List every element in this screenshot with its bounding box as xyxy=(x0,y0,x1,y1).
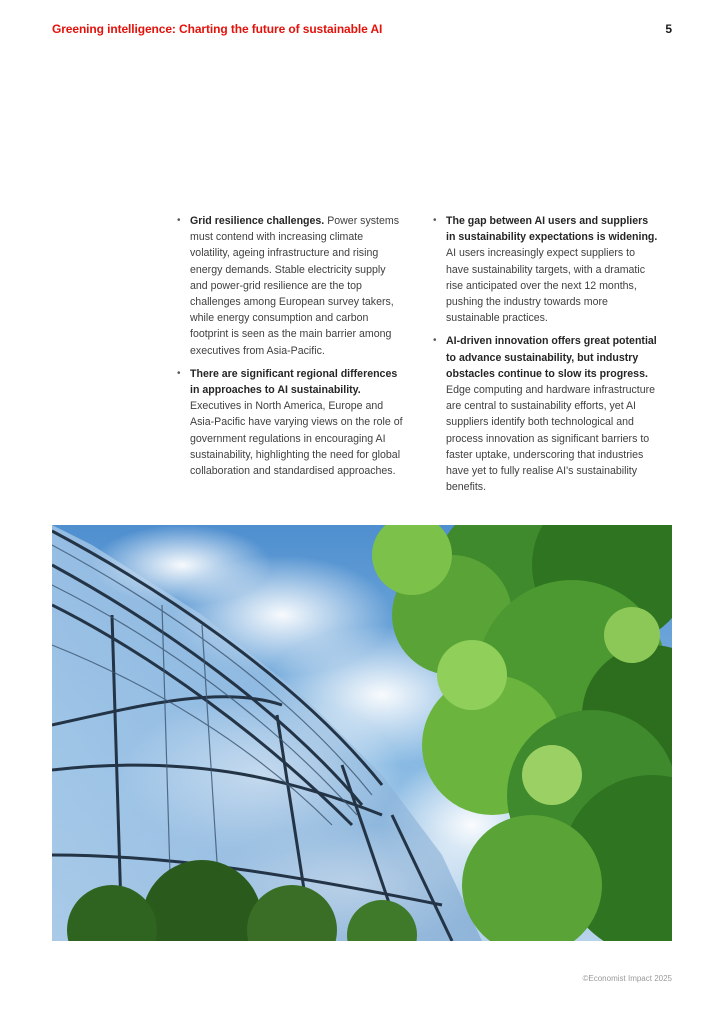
bullet-item xyxy=(176,366,404,479)
bullet-dot-icon: • xyxy=(177,367,181,379)
bullet-item xyxy=(176,213,404,359)
bullet-item xyxy=(432,213,660,326)
right-column xyxy=(432,213,660,502)
page-number: 5 xyxy=(665,22,672,36)
bullet-dot-icon: • xyxy=(433,335,437,347)
footer-copyright: ©Economist Impact 2025 xyxy=(582,974,672,983)
bullet-text: Edge computing and hardware infrastructure are central to sustainability efforts, yet AI suppliers identify both technological and process innovation as significant barriers to faster uptake, underscoring that industries have yet to fully realise AI's sustainability benefits. xyxy=(446,384,656,494)
bullet-lead: There are significant regional differences in approaches to AI sustainability. xyxy=(190,367,398,397)
bullet-dot-icon: • xyxy=(433,215,437,226)
bullet-lead: The gap between AI users and suppliers in sustainability expectations is widening. xyxy=(446,215,658,244)
bullet-dot-icon: • xyxy=(177,215,181,226)
bullet-text: AI users increasingly expect suppliers to have sustainability targets, with a dramatic rise anticipated over the next 12 months, pushing the industry towards more sustainable practices. xyxy=(446,247,646,325)
building-and-trees-photo xyxy=(52,525,672,941)
bullet-lead: AI-driven innovation offers great potential to advance sustainability, but industry obstacles continue to slow its progress. xyxy=(446,335,657,380)
bullet-text: Power systems must contend with increasing climate volatility, ageing infrastructure and rising energy demands. Stable electricity supply and power-grid resilience are the top challenges among European survey takers, while energy consumption and carbon footprint is seen as the main barrier among executives from Asia-Pacific. xyxy=(190,215,400,357)
bullet-text: Executives in North America, Europe and Asia-Pacific have varying views on the role of government regulations in encouraging AI sustainability, highlighting the need for global collaboration and standardised approaches. xyxy=(190,400,403,478)
left-column xyxy=(176,213,404,486)
bullet-item xyxy=(432,333,660,495)
bullet-lead: Grid resilience challenges. xyxy=(190,215,325,227)
header-title: Greening intelligence: Charting the future of sustainable AI xyxy=(52,22,383,36)
